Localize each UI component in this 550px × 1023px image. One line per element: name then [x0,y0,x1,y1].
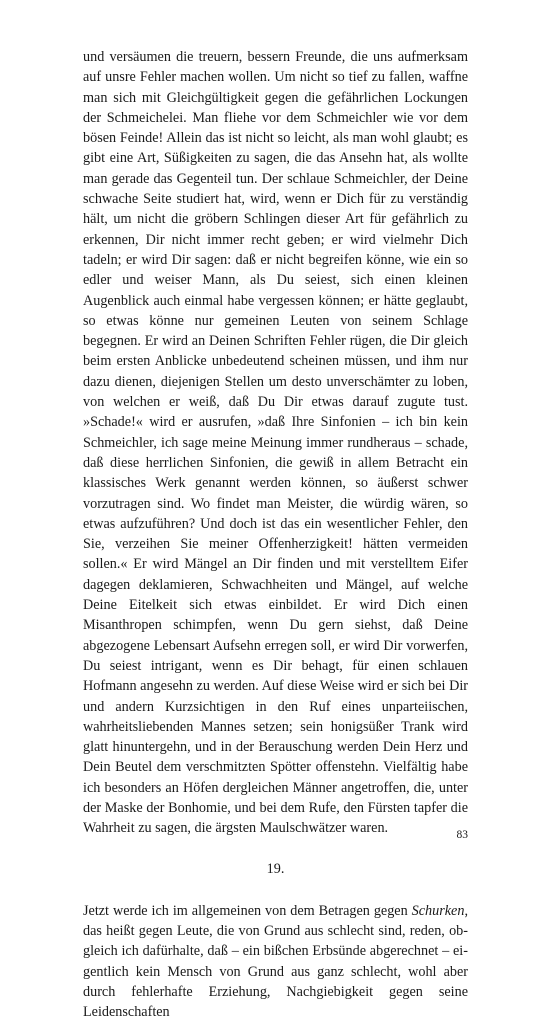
page-number: 83 [456,829,468,841]
paragraph-continued: und versäumen die treuern, bessern Freunde, die uns aufmerksam auf unsre Fehler machen wollen. Um nicht so tief zu fallen, waffne man sich mit Gleichgültigkeit gegen die gefährlichen Lockungen der Schmeichelei. Man fliehe vor dem Schmeichler wie vor dem bösen Feinde! Allein das ist nicht so leicht, als man wohl glaubt; es gibt eine Art, Süßigkeiten zu sagen, die das Ansehn hat, als wollte man gerade das Gegenteil tun. Der schlaue Schmeichler, der Deine schwache Seite studiert hat, wird, wenn er Dich für zu verständig hält, um nicht die gröbern Schlingen dieser Art für gefährlich zu erkennen, Dir nicht immer recht geben; er wird vielmehr Dich tadeln; er wird Dir sagen: daß er nicht begreifen könne, wie ein so edler und weiser Mann, als Du seiest, sich einen kleinen Augenblick auch einmal habe vergessen können; er hätte geglaubt, so etwas könne nur gemeinen Leuten von seinem Schlage begegnen. Er wird an Deinen Schriften Fehler rügen, die Dir gleich beim ersten Anblicke unbedeutend scheinen müssen, und ihm nur dazu dienen, diejenigen Stellen um desto unverschämter zu loben, von welchen er weiß, daß Du Dir etwas darauf zugute tust. »Schade!« wird er ausrufen, »daß Ihre Sinfonien – ich bin kein Schmeichler, ich sage meine Meinung immer rundheraus – schade, daß diese herrlichen Sinfonien, die gewiß in allem Betracht ein klassisches Werk genannt werden können, so äußerst schwer vorzutragen sind. Wo findet man Meister, die würdig wären, so etwas aufzuführen? Und doch ist das ein wesentlicher Fehler, den Sie, verzeihen Sie meiner Offenherzigkeit! hätten vermeiden sollen.« Er wird Mängel an Dir finden und mit verstelltem Eifer dagegen deklamieren, Schwachheiten und Mängel, auf welche Deine Eitelkeit sich etwas einbildet. Er wird Dich einen Misanthropen schimpfen, wenn Du gern siehst, daß Deine abgezogene Lebensart Aufsehn erregen soll, er wird Dir vorwerfen, Du seiest intrigant, wenn es Dir behagt, für einen schlauen Hofmann angesehn zu werden. Auf diese Weise wird er sich bei Dir und andern Kurzsichtigen in den Ruf eines unparteiischen, wahrheitsliebenden Mannes setzen; sein honigsüßer Trank wird glatt hinuntergehn, und in der Berauschung werden Dein Herz und Dein Beutel dem verschmitzten Spötter offenstehn. Vielfältig habe ich besonders an Höfen dergleichen Männer angetroffen, die, unter der Maske der Bonhomie, und bei dem Rufe, den Fürsten tapfer die Wahrheit zu sagen, die ärgsten Maulschwätzer waren. [83,49,468,837]
emphasized-word: Schurken [411,902,465,919]
section-number: 19. [266,860,285,877]
paragraph-text-start: Jetzt werde ich im allgemeinen von dem Betragen gegen [83,902,412,919]
paragraph-section-19 [83,901,468,1023]
body-text [83,47,468,1023]
paragraph-text-rest: , das heißt gegen Leute, die von Grund aus schlecht sind, reden, obgleich ich dafürhalte, daß – ein bißchen Erbsünde abgerechnet – eigentlich kein Mensch von Grund aus ganz schlecht, wohl aber durch fehlerhafte Erziehung, Nachgiebigkeit gegen seine Leidenschaften [83,902,468,1021]
